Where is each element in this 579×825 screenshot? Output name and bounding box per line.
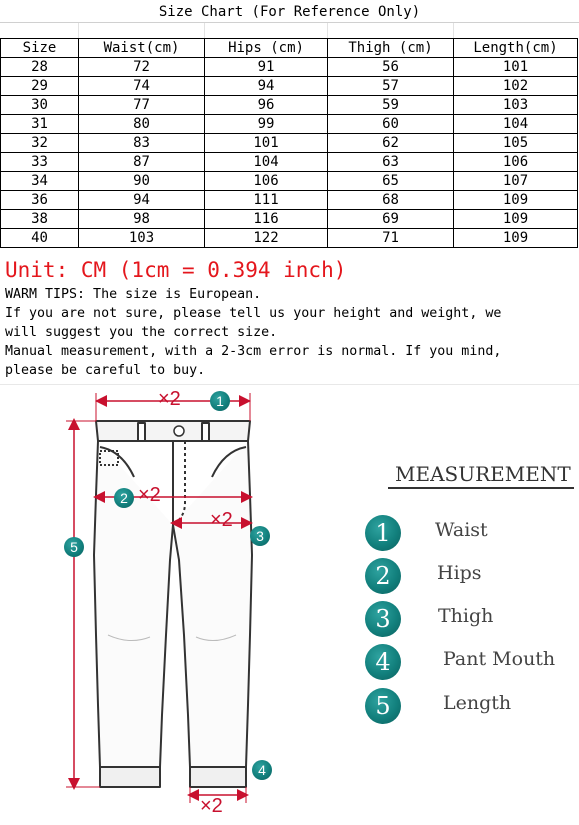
hips-times2: ×2 xyxy=(138,484,161,506)
table-cell: 116 xyxy=(205,210,328,229)
table-cell: 102 xyxy=(454,77,578,96)
table-cell: 87 xyxy=(79,153,205,172)
table-cell: 90 xyxy=(79,172,205,191)
table-cell: 59 xyxy=(328,96,454,115)
legend-badge: 2 xyxy=(365,558,401,594)
table-cell: 77 xyxy=(79,96,205,115)
legend-label: Pant Mouth xyxy=(443,648,556,670)
table-cell: 69 xyxy=(328,210,454,229)
tip-line: Manual measurement, with a 2-3cm error is normal. If you mind, xyxy=(5,344,502,359)
table-cell: 80 xyxy=(79,115,205,134)
table-row xyxy=(1,77,578,96)
tip-line: will suggest you the correct size. xyxy=(5,325,278,340)
legend-label: Hips xyxy=(437,562,482,584)
thigh-times2: ×2 xyxy=(210,509,233,531)
chart-title: Size Chart (For Reference Only) xyxy=(158,4,421,20)
col-header-hips: Hips (cm) xyxy=(205,39,328,58)
table-cell: 40 xyxy=(1,229,79,248)
legend-badge: 3 xyxy=(365,601,401,637)
legend-item-length xyxy=(365,688,575,728)
table-row xyxy=(1,96,578,115)
badge-hips: 2 xyxy=(114,488,134,508)
table-cell: 29 xyxy=(1,77,79,96)
table-cell: 98 xyxy=(79,210,205,229)
table-cell: 83 xyxy=(79,134,205,153)
table-cell: 103 xyxy=(454,96,578,115)
table-cell: 32 xyxy=(1,134,79,153)
table-row xyxy=(1,134,578,153)
table-row xyxy=(1,153,578,172)
table-cell: 104 xyxy=(454,115,578,134)
size-table xyxy=(0,38,578,248)
legend-label: Thigh xyxy=(438,605,494,627)
table-cell: 74 xyxy=(79,77,205,96)
table-row xyxy=(1,172,578,191)
table-cell: 31 xyxy=(1,115,79,134)
table-row xyxy=(1,58,578,77)
table-cell: 122 xyxy=(205,229,328,248)
table-cell: 104 xyxy=(205,153,328,172)
col-header-length: Length(cm) xyxy=(454,39,578,58)
badge-thigh: 3 xyxy=(250,526,270,546)
table-cell: 30 xyxy=(1,96,79,115)
table-row xyxy=(1,191,578,210)
pant-mouth-times2: ×2 xyxy=(200,795,223,817)
col-header-waist: Waist(cm) xyxy=(79,39,205,58)
legend-item-waist xyxy=(365,515,575,555)
table-cell: 109 xyxy=(454,210,578,229)
table-cell: 56 xyxy=(328,58,454,77)
table-cell: 109 xyxy=(454,229,578,248)
table-cell: 65 xyxy=(328,172,454,191)
button-icon xyxy=(174,426,184,436)
legend-label: Length xyxy=(443,692,512,714)
table-cell: 111 xyxy=(205,191,328,210)
badge-pant-mouth: 4 xyxy=(252,760,272,780)
col-header-size: Size xyxy=(1,39,79,58)
badge-waist: 1 xyxy=(210,391,230,411)
table-cell: 57 xyxy=(328,77,454,96)
table-cell: 71 xyxy=(328,229,454,248)
table-cell: 94 xyxy=(79,191,205,210)
waist-times2: ×2 xyxy=(158,388,181,410)
table-cell: 103 xyxy=(79,229,205,248)
legend-item-hips xyxy=(365,558,575,598)
tip-line: please be careful to buy. xyxy=(5,363,206,378)
tips-block xyxy=(5,285,577,380)
table-cell: 105 xyxy=(454,134,578,153)
table-cell: 68 xyxy=(328,191,454,210)
legend-item-pant-mouth xyxy=(365,644,575,684)
measurement-underline xyxy=(388,487,574,489)
table-cell: 62 xyxy=(328,134,454,153)
title-strip xyxy=(0,22,579,39)
legend-badge: 4 xyxy=(365,644,401,680)
col-header-thigh: Thigh (cm) xyxy=(328,39,454,58)
badge-length: 5 xyxy=(64,537,84,557)
legend-item-thigh xyxy=(365,601,575,641)
table-cell: 106 xyxy=(205,172,328,191)
table-header-row xyxy=(1,39,578,58)
jeans-outline-icon xyxy=(94,421,252,787)
table-cell: 91 xyxy=(205,58,328,77)
table-cell: 60 xyxy=(328,115,454,134)
table-cell: 106 xyxy=(454,153,578,172)
table-row xyxy=(1,115,578,134)
table-row xyxy=(1,210,578,229)
table-cell: 96 xyxy=(205,96,328,115)
table-row xyxy=(1,229,578,248)
table-cell: 99 xyxy=(205,115,328,134)
table-cell: 28 xyxy=(1,58,79,77)
table-cell: 94 xyxy=(205,77,328,96)
table-cell: 34 xyxy=(1,172,79,191)
table-cell: 72 xyxy=(79,58,205,77)
tip-line: If you are not sure, please tell us your height and weight, we xyxy=(5,306,502,321)
table-cell: 107 xyxy=(454,172,578,191)
table-cell: 63 xyxy=(328,153,454,172)
legend-badge: 5 xyxy=(365,688,401,724)
table-cell: 101 xyxy=(454,58,578,77)
tip-line: WARM TIPS: The size is European. xyxy=(5,287,262,302)
legend-badge: 1 xyxy=(365,515,401,551)
table-cell: 38 xyxy=(1,210,79,229)
jeans-diagram xyxy=(0,385,360,825)
table-cell: 109 xyxy=(454,191,578,210)
legend-label: Waist xyxy=(435,519,488,541)
unit-note: Unit: CM (1cm = 0.394 inch) xyxy=(5,258,347,282)
table-cell: 36 xyxy=(1,191,79,210)
table-cell: 33 xyxy=(1,153,79,172)
table-cell: 101 xyxy=(205,134,328,153)
measurement-title: MEASUREMENT xyxy=(395,462,571,486)
